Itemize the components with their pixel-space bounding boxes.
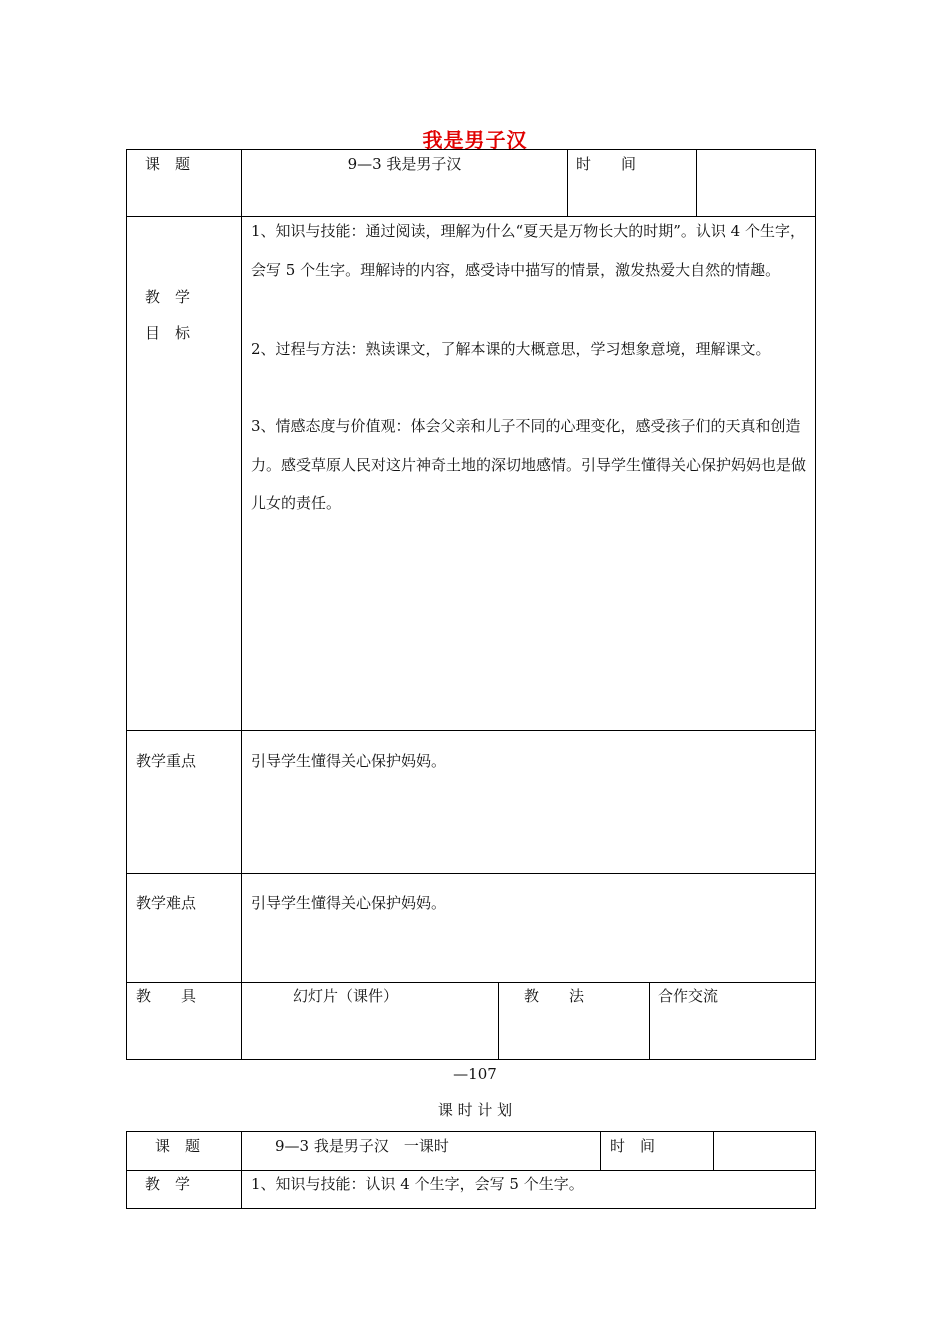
tools-label: 教 具 — [136, 987, 197, 1005]
topic-value-cell — [241, 149, 568, 217]
time-value-cell — [696, 149, 816, 217]
page-number: —107 — [453, 1065, 497, 1083]
key-value: 引导学生懂得关心保护妈妈。 — [251, 752, 447, 770]
goals-label-2: 目 标 — [145, 324, 191, 342]
method-value-cell — [649, 982, 816, 1060]
method-label-cell — [498, 982, 650, 1060]
goals-text-1: 1、知识与技能：通过阅读，理解为什么“夏天是万物长大的时期”。认识 4 个生字，会写 5 个生字。理解诗的内容，感受诗中描写的情景，激发热爱大自然的情趣。 — [251, 222, 805, 279]
plan-goals-text-cell — [241, 1170, 816, 1209]
goals-text-3: 3、情感态度与价值观：体会父亲和儿子不同的心理变化，感受孩子们的天真和创造力。感受草原人民对这片神奇土地的深切地感情。引导学生懂得关心保护妈妈也是做儿女的责任。 — [251, 417, 807, 512]
time-label: 时 间 — [576, 155, 637, 173]
key-label-cell — [126, 730, 242, 874]
time-label-cell — [567, 149, 697, 217]
plan-heading: 课 时 计 划 — [437, 1101, 513, 1119]
tools-label-cell — [126, 982, 242, 1060]
key-label: 教学重点 — [136, 752, 197, 770]
plan-goals-text: 1、知识与技能：认识 4 个生字，会写 5 个生字。 — [251, 1175, 584, 1193]
plan-topic-label-cell — [126, 1131, 242, 1171]
difficult-label-cell — [126, 873, 242, 983]
tools-value: 幻灯片（课件） — [293, 987, 399, 1005]
goals-label-1: 教 学 — [145, 288, 191, 306]
difficult-value-cell — [241, 873, 816, 983]
goals-text-cell — [241, 216, 816, 731]
plan-time-label-cell — [600, 1131, 714, 1171]
difficult-value: 引导学生懂得关心保护妈妈。 — [251, 894, 447, 912]
plan-time-value-cell — [713, 1131, 816, 1171]
plan-topic-value: 9—3 我是男子汉 一课时 — [275, 1137, 449, 1155]
plan-goals-label: 教 学 — [145, 1175, 191, 1193]
topic-label: 课 题 — [145, 155, 191, 173]
difficult-label: 教学难点 — [136, 894, 197, 912]
goals-label-cell — [126, 216, 242, 731]
tools-value-cell — [241, 982, 499, 1060]
plan-goals-label-cell — [126, 1170, 242, 1209]
plan-time-label: 时 间 — [610, 1137, 656, 1155]
plan-topic-label: 课 题 — [155, 1137, 201, 1155]
topic-value: 9—3 我是男子汉 — [347, 155, 462, 173]
key-value-cell — [241, 730, 816, 874]
topic-label-cell — [126, 149, 242, 217]
goals-text-2: 2、过程与方法：熟读课文，了解本课的大概意思，学习想象意境，理解课文。 — [251, 340, 771, 358]
document-title: 我是男子汉 — [422, 128, 528, 152]
plan-topic-value-cell — [241, 1131, 601, 1171]
method-label: 教 法 — [524, 987, 585, 1005]
method-value: 合作交流 — [658, 987, 719, 1005]
